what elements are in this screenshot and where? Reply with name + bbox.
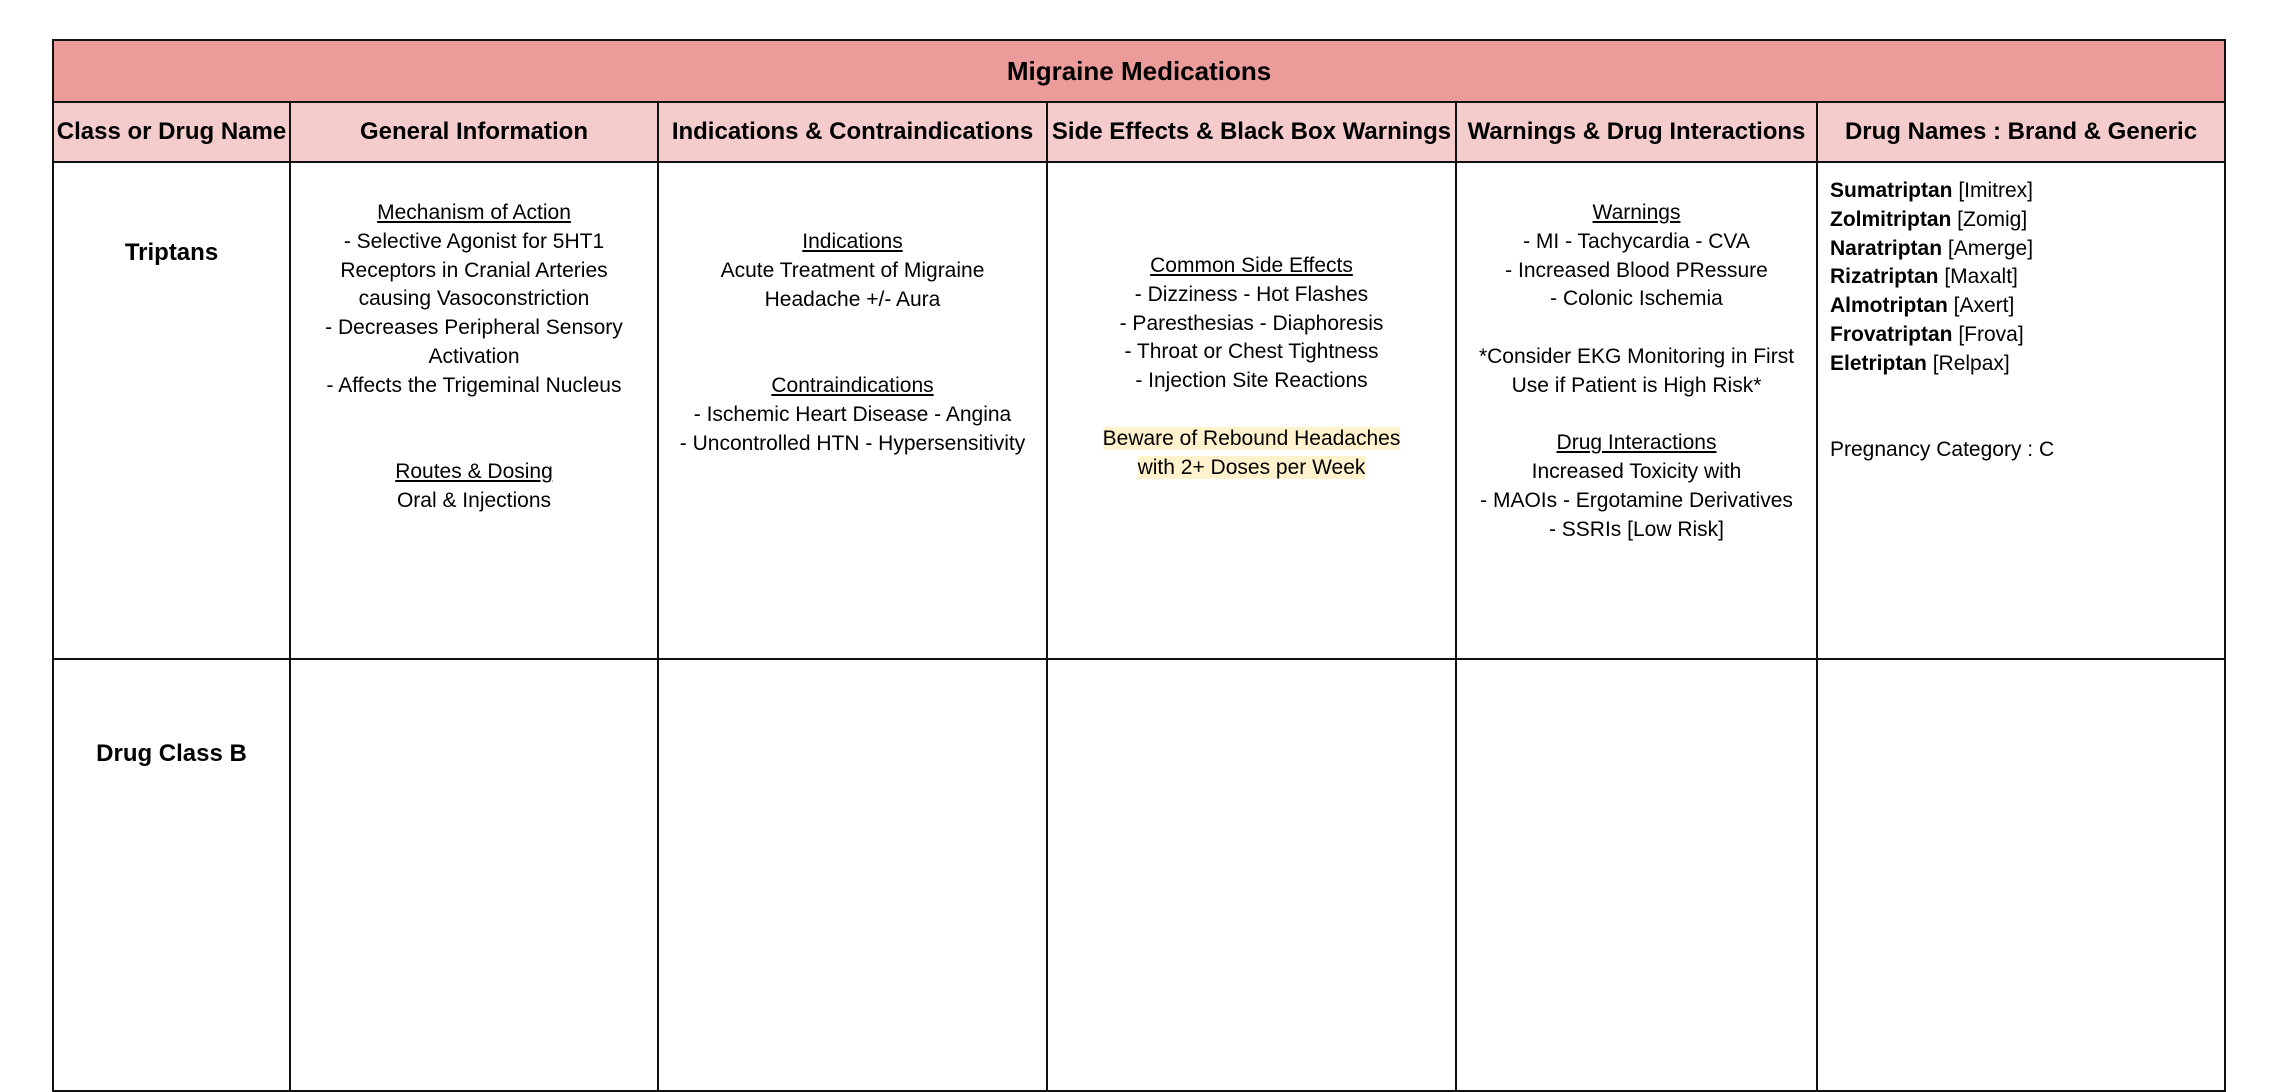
drug-interactions-heading: Drug Interactions xyxy=(1556,431,1717,455)
empty-cell xyxy=(1456,659,1817,1091)
migraine-medications-table xyxy=(52,39,2226,1092)
drug-name-item xyxy=(1830,177,2224,206)
side-effects-heading: Common Side Effects xyxy=(1150,254,1353,277)
warning-line: - Increased Blood PRessure xyxy=(1505,258,1768,282)
drug-name-item xyxy=(1830,292,2224,321)
interaction-line: Increased Toxicity with xyxy=(1531,460,1742,484)
empty-cell xyxy=(1817,659,2225,1091)
indications-line: Acute Treatment of Migraine xyxy=(720,258,985,282)
side-effect-line: - Throat or Chest Tightness xyxy=(1124,340,1379,364)
header-drug-names: Drug Names : Brand & Generic xyxy=(1817,102,2225,162)
spacer xyxy=(1457,314,1816,343)
drug-name-item xyxy=(1830,321,2224,350)
contraindications-line: - Uncontrolled HTN - Hypersensitivity xyxy=(679,431,1026,455)
side-effect-line: - Injection Site Reactions xyxy=(1135,369,1368,393)
empty-cell xyxy=(1047,659,1456,1091)
drug-name-item xyxy=(1830,235,2224,264)
moa-line: - Affects the Trigeminal Nucleus xyxy=(326,373,622,397)
brand-name: [Maxalt] xyxy=(1938,265,2018,289)
row-name-triptans: Triptans xyxy=(53,162,290,659)
moa-line: Activation xyxy=(428,344,520,368)
pregnancy-category: Pregnancy Category : C xyxy=(1830,438,2055,462)
header-warnings-drug-interactions: Warnings & Drug Interactions xyxy=(1456,102,1817,162)
interaction-line: - MAOIs - Ergotamine Derivatives xyxy=(1480,488,1793,512)
generic-name: Eletriptan xyxy=(1830,351,1927,375)
cell-drug-names xyxy=(1817,162,2225,659)
side-effect-line: - Dizziness - Hot Flashes xyxy=(1134,282,1369,306)
table-row-triptans xyxy=(53,162,2225,659)
empty-cell xyxy=(658,659,1047,1091)
side-effect-line: - Paresthesias - Diaphoresis xyxy=(1119,311,1384,335)
cell-warnings-interactions xyxy=(1456,162,1817,659)
routes-heading: Routes & Dosing xyxy=(395,460,553,484)
warning-line: - MI - Tachycardia - CVA xyxy=(1523,229,1750,253)
generic-name: Rizatriptan xyxy=(1830,265,1939,289)
warnings-heading: Warnings xyxy=(1592,201,1681,224)
routes-line: Oral & Injections xyxy=(396,488,552,512)
spacer xyxy=(291,401,657,459)
brand-name: [Frova] xyxy=(1952,322,2024,346)
generic-name: Naratriptan xyxy=(1830,236,1943,260)
generic-name: Frovatriptan xyxy=(1830,322,1953,346)
contraindications-heading: Contraindications xyxy=(771,373,934,397)
brand-name: [Imitrex] xyxy=(1952,179,2034,202)
generic-name: Zolmitriptan xyxy=(1830,207,1952,231)
moa-line: - Selective Agonist for 5HT1 xyxy=(343,229,605,253)
indications-line: Headache +/- Aura xyxy=(764,287,941,311)
row-name-drug-class-b: Drug Class B xyxy=(53,659,290,1091)
ekg-note-line: *Consider EKG Monitoring in First xyxy=(1478,344,1795,368)
brand-name: [Zomig] xyxy=(1951,207,2028,231)
moa-line: causing Vasoconstriction xyxy=(358,287,590,311)
header-side-effects-black-box: Side Effects & Black Box Warnings xyxy=(1047,102,1456,162)
empty-cell xyxy=(290,659,658,1091)
cell-general-information xyxy=(290,162,658,659)
header-general-information: General Information xyxy=(290,102,658,162)
moa-line: - Decreases Peripheral Sensory xyxy=(325,316,623,340)
drug-name-item xyxy=(1830,350,2224,379)
warning-line: - Colonic Ischemia xyxy=(1550,287,1723,311)
spacer xyxy=(1048,396,1455,425)
moa-line: Receptors in Cranial Arteries xyxy=(340,258,608,282)
brand-name: [Axert] xyxy=(1947,294,2015,318)
drug-name-item xyxy=(1830,206,2224,235)
rebound-warning-highlight: Beware of Rebound Headaches xyxy=(1102,426,1401,450)
cell-indications-contraindications xyxy=(658,162,1047,659)
table-title: Migraine Medications xyxy=(53,40,2225,102)
generic-name: Almotriptan xyxy=(1830,294,1948,318)
brand-name: [Amerge] xyxy=(1942,236,2034,260)
indications-heading: Indications xyxy=(802,230,903,253)
interaction-line: - SSRIs [Low Risk] xyxy=(1548,517,1725,541)
generic-name: Sumatriptan xyxy=(1830,179,1953,202)
spacer xyxy=(659,314,1046,372)
spacer xyxy=(1830,379,2224,437)
rebound-warning-highlight: with 2+ Doses per Week xyxy=(1137,455,1366,479)
header-class-or-drug-name: Class or Drug Name xyxy=(53,102,290,162)
moa-heading: Mechanism of Action xyxy=(377,201,571,224)
drug-name-item xyxy=(1830,263,2224,292)
ekg-note-line: Use if Patient is High Risk* xyxy=(1511,373,1762,397)
header-indications-contraindications: Indications & Contraindications xyxy=(658,102,1047,162)
contraindications-line: - Ischemic Heart Disease - Angina xyxy=(693,402,1012,426)
spacer xyxy=(1457,401,1816,430)
cell-side-effects xyxy=(1047,162,1456,659)
brand-name: [Relpax] xyxy=(1926,351,2010,375)
table-row-drug-class-b xyxy=(53,659,2225,1091)
